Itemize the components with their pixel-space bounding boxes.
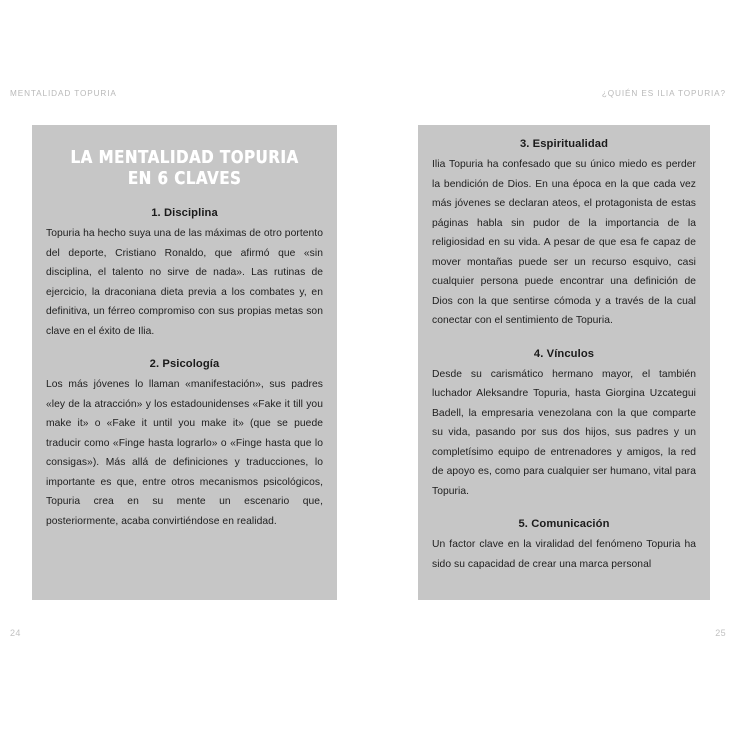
folio-verso: 24	[10, 628, 21, 638]
section-body: Un factor clave en la viralidad del fenómeno Topuria ha sido su capacidad de crear una marca personal	[432, 539, 696, 570]
recto-text-column	[418, 125, 710, 600]
display-title-line-2: EN 6 CLAVES	[127, 169, 242, 189]
section-heading: 3. Espiritualidad	[519, 138, 609, 150]
running-head-recto: ¿QUIÉN ES ILIA TOPURIA?	[601, 89, 726, 98]
section-heading: 1. Disciplina	[151, 207, 218, 219]
section-vinculos	[432, 348, 696, 502]
section-heading: 2. Psicología	[149, 358, 220, 370]
section-espiritualidad	[432, 138, 696, 331]
section-heading: 5. Comunicación	[518, 518, 610, 530]
display-title	[65, 148, 303, 190]
running-head-verso: MENTALIDAD TOPURIA	[10, 89, 117, 98]
folio-recto: 25	[715, 628, 726, 638]
section-psicologia	[46, 358, 323, 531]
section-body: Topuria ha hecho suya una de las máximas de otro portento del deporte, Cristiano Ronaldo, que afirmó que «sin disciplina, el talento no sirve de nada». Las rutinas de ejercicio, la draconiana dieta previa a los combates y, en definitiva, un férreo compromiso con sus propias metas son clave en el éxito de Ilia.	[46, 228, 323, 337]
section-comunicacion	[432, 518, 696, 574]
verso-text-column	[32, 125, 337, 600]
display-title-line-1: LA MENTALIDAD TOPURIA	[70, 148, 299, 168]
section-heading: 4. Vínculos	[533, 347, 595, 360]
section-disciplina	[46, 207, 323, 341]
section-body: Los más jóvenes lo llaman «manifestación», sus padres «ley de la atracción» y los estadounidenses «Fake it till you make it» o «Fake it until you make it» (que se puede traducir como «Finge hasta lograrlo» o «Finge hasta que lo consigas»). Más allá de definiciones y traducciones, lo importante es que, entre otros mecanismos psicológicos, Topuria crea en su mente un escenario que, posteriormente, acaba convirtiéndose en realidad.	[46, 379, 323, 527]
section-body: Desde su carismático hermano mayor, el también luchador Aleksandre Topuria, hasta Giorgina Uzcategui Badell, la empresaria venezolana con la que comparte su vida, pasando por sus dos hijos, sus padres y un completísimo equipo de entrenadores y amigos, la red de apoyo es, como para cualquier ser humano, vital para Topuria.	[432, 368, 696, 497]
section-body: Ilia Topuria ha confesado que su único miedo es perder la bendición de Dios. En una época en la que cada vez más jóvenes se declaran ateos, el protagonista de estas páginas habla sin pudor de la importancia de la religiosidad en su vida. A pesar de que esa fe capaz de mover montañas puede ser un recurso esquivo, casi cualquier persona puede encontrar una definición de Dios con la que sentirse cómoda y a través de la cual conectar con el sentimiento de Topuria.	[432, 159, 696, 326]
